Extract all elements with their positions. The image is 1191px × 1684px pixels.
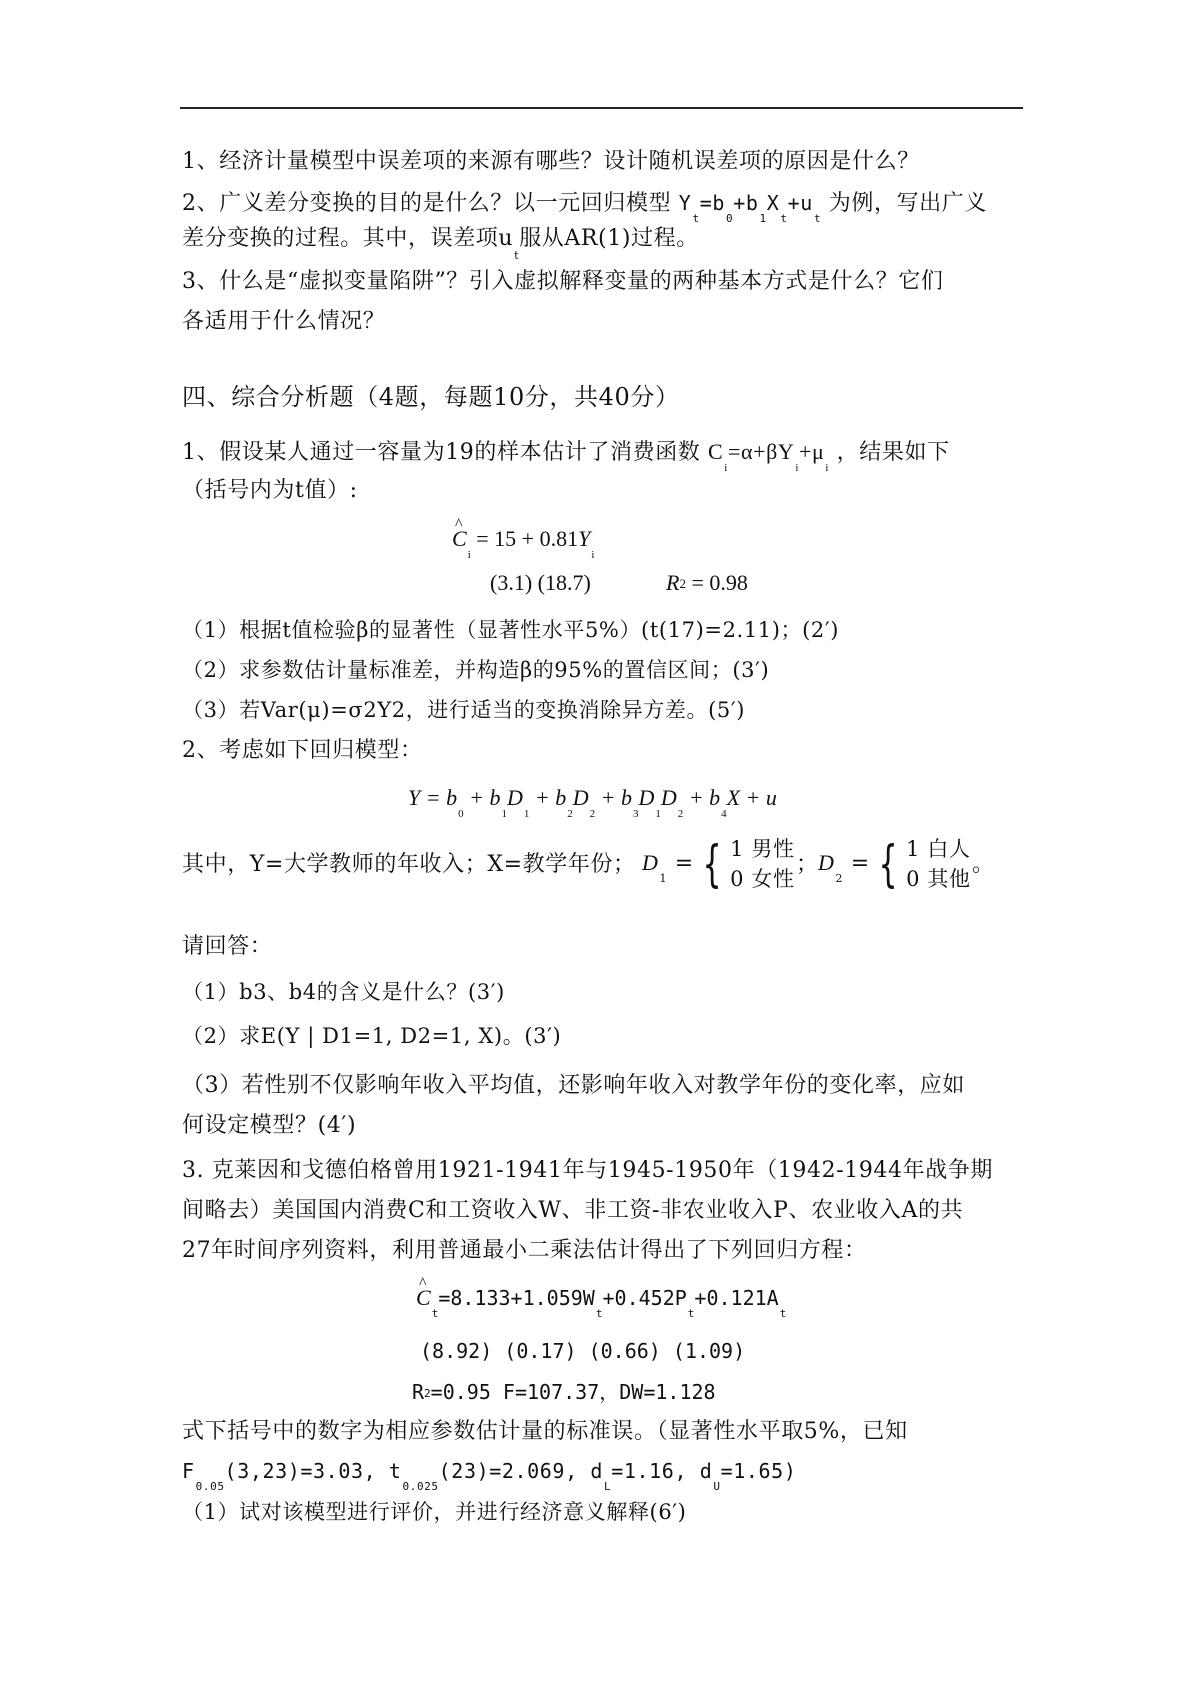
p1-t-values: (3.1) (18.7) xyxy=(490,570,591,595)
p2-regression-model: $Y = b_0 + b_1D_1 + b_2D_2 + b_3D_1D_2 + b_4X + u$ xyxy=(408,785,777,820)
q2-text-a: 2、广义差分变换的目的是什么？以一元回归模型 xyxy=(182,191,672,216)
p2-d1-definition: $D_1$ = { 1 男性 0 女性 xyxy=(642,835,795,893)
section-4-heading: 四、综合分析题（4题，每题10分，共40分） xyxy=(182,383,680,411)
p2-separator: ； xyxy=(796,852,819,877)
p1-sub-2: （2）求参数估计量标准差，并构造β的95%的置信区间；(3′) xyxy=(182,658,770,682)
p1-estimated-equation: ^ $C_i = 15 + 0.81Y_i$ xyxy=(452,524,594,558)
d1-case-1: 1 男性 xyxy=(730,837,795,861)
p1-consumption-function: $C_i=\alpha+\beta Y_i+\mu_i$ xyxy=(708,439,830,474)
p1-r-squared: R2 = 0.98 xyxy=(666,570,748,595)
p2-sub-2: （2）求E(Y | D1=1, D2=1, X)。(3′) xyxy=(182,1024,562,1048)
p3-sub-1: （1）试对该模型进行评价，并进行经济意义解释(6′) xyxy=(182,1500,687,1524)
d2-case-0: 0 其他 xyxy=(906,867,971,891)
p3-line-1: 3. 克莱因和戈德伯格曾用1921-1941年与1945-1950年（1942-1944年战争期 xyxy=(182,1158,994,1183)
p3-line-3: 27年时间序列资料，利用普通最小二乘法估计得出了下列回归方程： xyxy=(182,1238,867,1263)
s3-question-3-line-2: 各适用于什么情况？ xyxy=(182,309,386,334)
d2-brace: { xyxy=(878,835,898,893)
s3-question-2-line-1 xyxy=(182,188,987,225)
p1-sub-1: （1）根据t值检验β的显著性（显著性水平5%）(t(17)=2.11)；(2′) xyxy=(182,618,840,642)
p3-note: 式下括号中的数字为相应参数估计量的标准误。（显著性水平取5%，已知 xyxy=(182,1419,908,1444)
p1-line-1 xyxy=(182,437,950,474)
p2-period: 。 xyxy=(972,852,995,877)
q2-text-b: 为例，写出广义 xyxy=(828,191,987,216)
p3-line-2: 间略去）美国国内消费C和工资收入W、非工资-非农业收入P、农业收入A的共 xyxy=(182,1198,964,1223)
q2-text-c1: 差分变换的过程。其中，误差项u xyxy=(182,226,514,251)
s3-question-3-line-1: 3、什么是“虚拟变量陷阱”？引入虚拟解释变量的两种基本方式是什么？它们 xyxy=(182,269,944,294)
p2-sub-1: （1）b3、b4的含义是什么？(3′) xyxy=(182,980,505,1004)
p2-intro: 2、考虑如下回归模型： xyxy=(182,738,423,763)
q2-model: $Y_t=b_0+b_1X_t+u_t$ xyxy=(678,191,822,225)
p1-text-b: ，结果如下 xyxy=(836,440,950,465)
header-rule xyxy=(180,107,1023,109)
p2-ask: 请回答： xyxy=(182,934,273,959)
p1-text-a: 1、假设某人通过一容量为19的样本估计了消费函数 xyxy=(182,440,701,465)
d2-case-1: 1 白人 xyxy=(906,837,971,861)
s3-question-1: 1、经济计量模型中误差项的来源有哪些？设计随机误差项的原因是什么？ xyxy=(182,149,920,174)
p2-d2-definition: $D_2$ = { 1 白人 0 其他 xyxy=(818,835,971,893)
p3-critical-values: $F_{0.05}(3,23)=3.03$, $t_{0.025}(23)=2.069$, $d_L=1.16$, $d_U=1.65$) xyxy=(182,1459,797,1493)
p2-where-line xyxy=(182,835,995,893)
d1-brace: { xyxy=(702,835,722,893)
p3-standard-errors: (8.92) (0.17) (0.66) (1.09) xyxy=(420,1339,746,1363)
p3-statistics: R2=0.95 F=107.37，DW=1.128 xyxy=(412,1380,716,1404)
s3-question-2-line-2 xyxy=(182,224,699,262)
d1-case-0: 0 女性 xyxy=(730,867,795,891)
p2-sub-3-line-1: （3）若性别不仅影响年收入平均值，还影响年收入对教学年份的变化率，应如 xyxy=(182,1073,965,1098)
p1-line-2: （括号内为t值）: xyxy=(182,478,358,503)
p2-where-text: 其中，Y=大学教师的年收入；X=教学年份； xyxy=(182,852,636,877)
p3-regression-equation: ^ $C_t=8.133+1.059W_t+0.452P_t+0.121A_t$ xyxy=(416,1283,786,1317)
q2-sub-t: t xyxy=(514,249,520,262)
p1-sub-3: （3）若Var(μ)=σ2Y2，进行适当的变换消除异方差。(5′) xyxy=(182,698,746,722)
q2-text-c2: 服从AR(1)过程。 xyxy=(519,226,699,251)
p2-sub-3-line-2: 何设定模型？(4′) xyxy=(182,1113,357,1138)
